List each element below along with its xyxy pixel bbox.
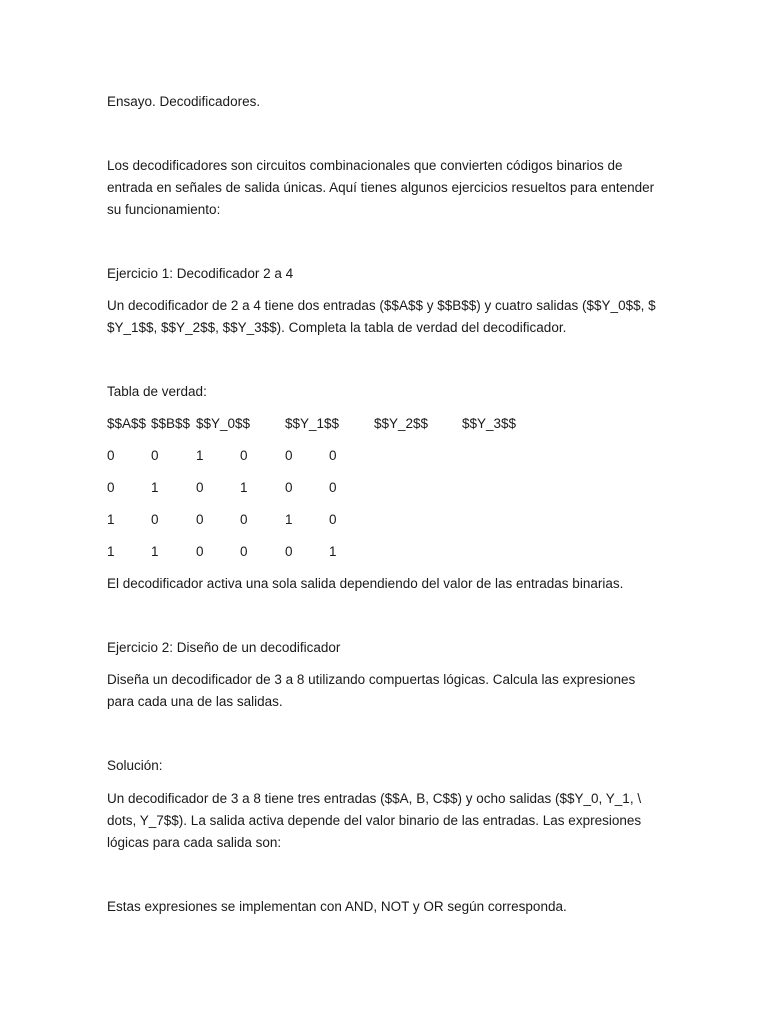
solution-text-line: dots, Y_7$$). La salida activa depende del valor binario de las entradas. Las expresiones bbox=[107, 813, 642, 828]
truth-table-cell: 0 bbox=[107, 448, 115, 463]
exercise-1-heading: Ejercicio 1: Decodificador 2 a 4 bbox=[107, 266, 294, 281]
truth-table-cell: 0 bbox=[196, 544, 204, 559]
intro-paragraph-line: entrada en señales de salida únicas. Aquí tienes algunos ejercicios resueltos para entender bbox=[107, 180, 655, 195]
truth-table-cell: 1 bbox=[285, 512, 293, 527]
truth-table-cell: 1 bbox=[196, 448, 204, 463]
exercise-2-heading: Ejercicio 2: Diseño de un decodificador bbox=[107, 640, 341, 655]
closing-sentence: Estas expresiones se implementan con AND, NOT y OR según corresponda. bbox=[107, 899, 567, 914]
exercise-2-text-line: para cada una de las salidas. bbox=[107, 694, 283, 709]
solution-label: Solución: bbox=[107, 758, 163, 773]
document-title: Ensayo. Decodificadores. bbox=[107, 94, 261, 109]
truth-table-header-y3: $$Y_3$$ bbox=[462, 416, 517, 431]
truth-table-cell: 0 bbox=[240, 448, 248, 463]
truth-table-header-a: $$A$$ bbox=[107, 416, 147, 431]
truth-table-header-y2: $$Y_2$$ bbox=[374, 416, 429, 431]
truth-table-header-y0: $$Y_0$$ bbox=[196, 416, 251, 431]
truth-table-cell: 1 bbox=[107, 512, 115, 527]
truth-table-cell: 0 bbox=[285, 480, 293, 495]
truth-table-cell: 0 bbox=[240, 512, 248, 527]
truth-table-cell: 1 bbox=[151, 480, 159, 495]
truth-table-cell: 0 bbox=[329, 448, 337, 463]
exercise-1-text-line: $Y_1$$, $$Y_2$$, $$Y_3$$). Completa la tabla de verdad del decodificador. bbox=[107, 320, 567, 335]
truth-table-header-b: $$B$$ bbox=[151, 416, 191, 431]
intro-paragraph-line: Los decodificadores son circuitos combinacionales que convierten códigos binarios de bbox=[107, 158, 623, 173]
solution-text-line: Un decodificador de 3 a 8 tiene tres entradas ($$A, B, C$$) y ocho salidas ($$Y_0, Y_1, \ bbox=[107, 791, 642, 806]
truth-table-cell: 0 bbox=[151, 448, 159, 463]
truth-table-cell: 0 bbox=[196, 512, 204, 527]
truth-table-cell: 0 bbox=[107, 480, 115, 495]
truth-table-cell: 0 bbox=[240, 544, 248, 559]
truth-table-cell: 0 bbox=[196, 480, 204, 495]
intro-paragraph-line: su funcionamiento: bbox=[107, 202, 221, 217]
truth-table-cell: 0 bbox=[285, 544, 293, 559]
truth-table-cell: 0 bbox=[285, 448, 293, 463]
truth-table-cell: 1 bbox=[151, 544, 159, 559]
solution-text-line: lógicas para cada salida son: bbox=[107, 835, 282, 850]
exercise-1-text-line: Un decodificador de 2 a 4 tiene dos entradas ($$A$$ y $$B$$) y cuatro salidas ($$Y_0$$, $ bbox=[107, 298, 656, 313]
truth-table-label: Tabla de verdad: bbox=[107, 384, 207, 399]
truth-table-cell: 0 bbox=[329, 480, 337, 495]
exercise-1-conclusion: El decodificador activa una sola salida dependiendo del valor de las entradas binarias. bbox=[107, 576, 624, 591]
truth-table-header-y1: $$Y_1$$ bbox=[285, 416, 340, 431]
truth-table-cell: 0 bbox=[151, 512, 159, 527]
truth-table-cell: 1 bbox=[107, 544, 115, 559]
exercise-2-text-line: Diseña un decodificador de 3 a 8 utilizando compuertas lógicas. Calcula las expresiones bbox=[107, 672, 636, 687]
truth-table-cell: 1 bbox=[240, 480, 248, 495]
truth-table-cell: 1 bbox=[329, 544, 337, 559]
truth-table-cell: 0 bbox=[329, 512, 337, 527]
